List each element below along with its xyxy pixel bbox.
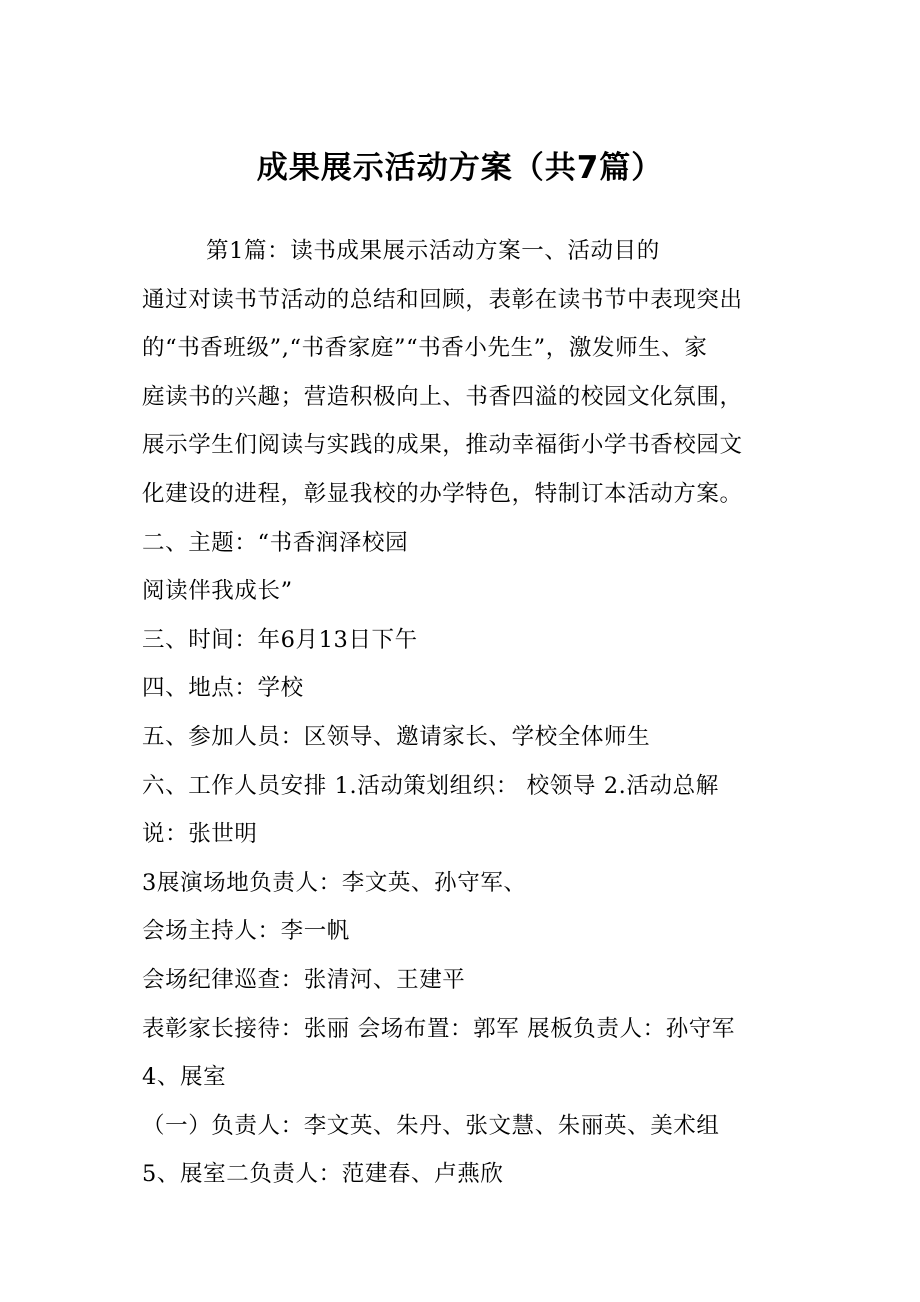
paragraph-line: 通过对读书节活动的总结和回顾，表彰在读书节中表现突出 xyxy=(142,286,743,313)
paragraph-line: 四、地点：学校 xyxy=(142,675,304,702)
paragraph-line: 5、展室二负责人：范建春、卢燕欣 xyxy=(142,1161,504,1188)
paragraph-line: 3展演场地负责人：李文英、孙守军、 xyxy=(142,869,527,896)
paragraph-line: 的“书香班级”,“书香家庭”“书香小先生”，激发师生、家 xyxy=(142,335,708,362)
paragraph-line: 庭读书的兴趣；营造积极向上、书香四溢的校园文化氛围， xyxy=(142,383,743,410)
paragraph-line: 4、展室 xyxy=(142,1064,227,1091)
paragraph-line: 展示学生们阅读与实践的成果，推动幸福街小学书香校园文 xyxy=(142,432,743,459)
paragraph-line: 阅读伴我成长” xyxy=(142,578,293,605)
document-body xyxy=(142,227,792,1199)
paragraph-line: （一）负责人：李文英、朱丹、张文慧、朱丽英、美术组 xyxy=(142,1112,720,1139)
paragraph-line: 会场纪律巡查：张清河、王建平 xyxy=(142,966,466,993)
paragraph-line: 三、时间：年6月13日下午 xyxy=(142,626,418,653)
paragraph-line: 表彰家长接待：张丽 会场布置：郭军 展板负责人：孙守军 xyxy=(142,1015,736,1042)
paragraph-line: 六、工作人员安排 1.活动策划组织： 校领导 2.活动总解 xyxy=(142,772,719,799)
paragraph-line: 二、主题：“书香润泽校园 xyxy=(142,529,409,556)
paragraph-line: 五、参加人员：区领导、邀请家长、学校全体师生 xyxy=(142,723,651,750)
document-title: 成果展示活动方案（共7篇） xyxy=(256,150,664,186)
paragraph-line: 会场主持人：李一帆 xyxy=(142,918,350,945)
paragraph-line: 说：张世明 xyxy=(142,821,258,848)
paragraph-line: 化建设的进程，彰显我校的办学特色，特制订本活动方案。 xyxy=(142,480,743,507)
paragraph-line: 第1篇：读书成果展示活动方案一、活动目的 xyxy=(206,238,660,264)
